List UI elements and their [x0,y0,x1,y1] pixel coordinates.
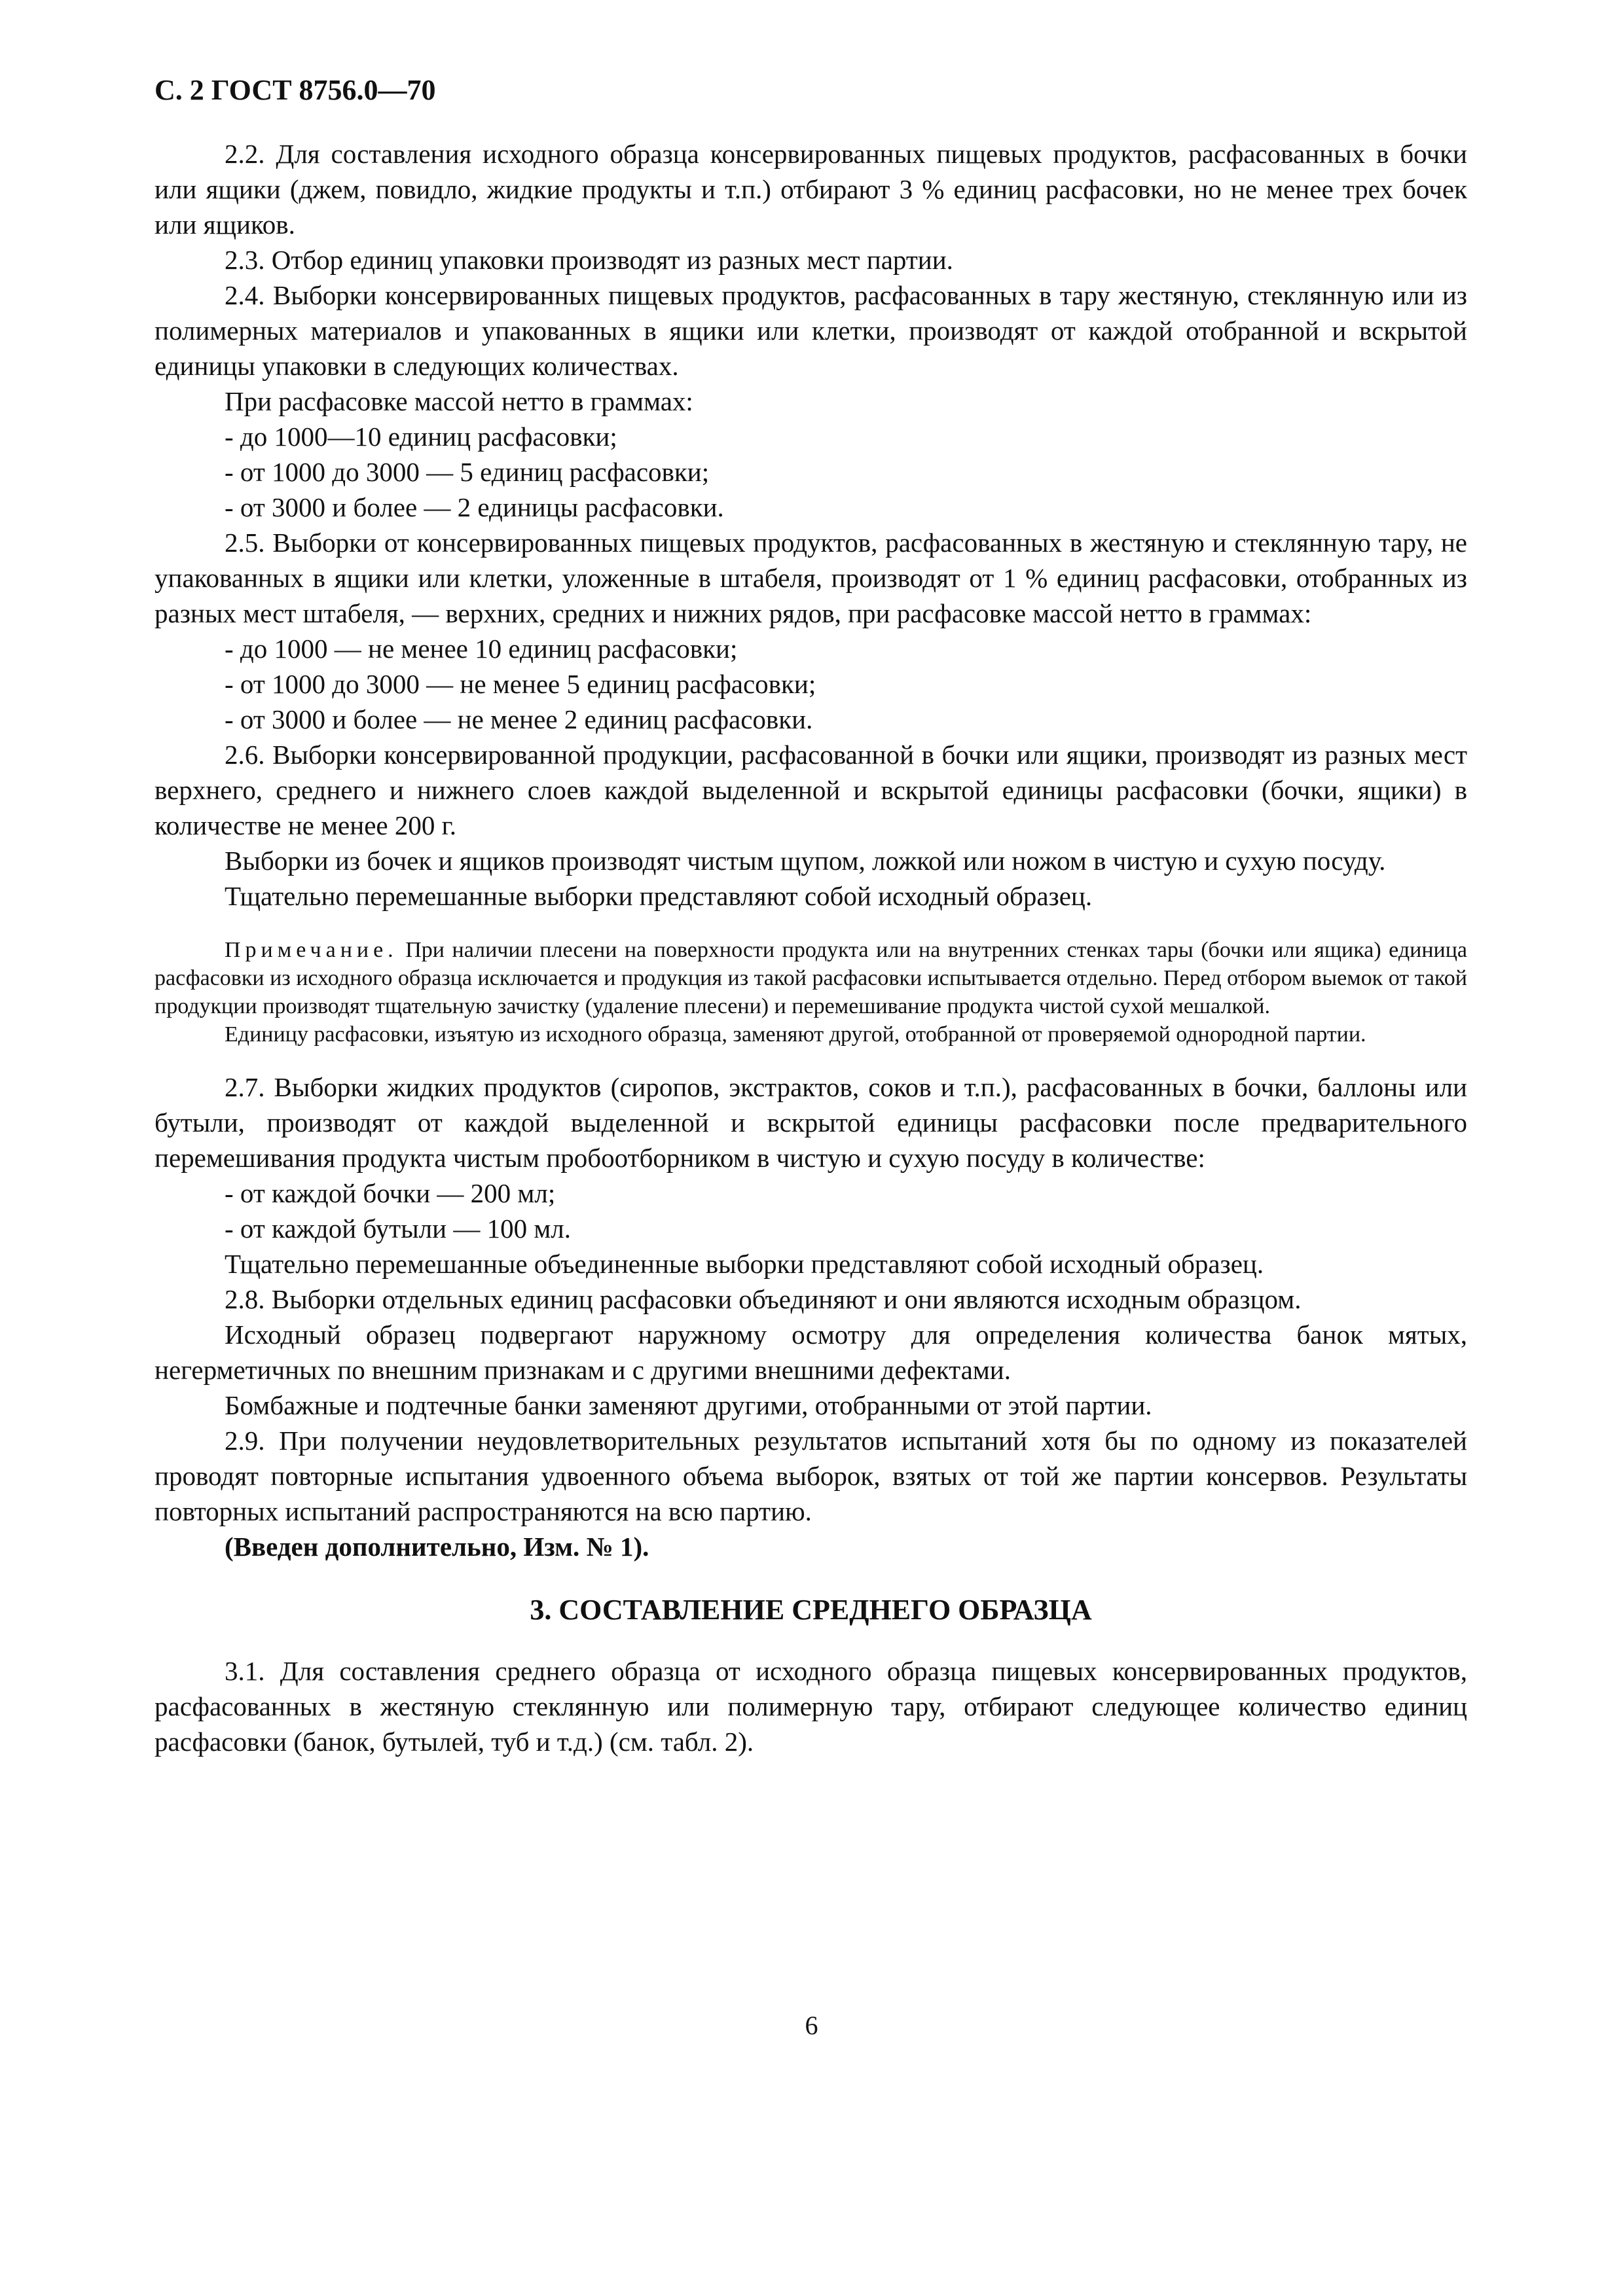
page-header: С. 2 ГОСТ 8756.0—70 [155,74,436,106]
list-item: - от 1000 до 3000 — 5 единиц расфасовки; [225,457,710,487]
page-number: 6 [805,2011,818,2040]
paragraph-2-4-intro: При расфасовке массой нетто в граммах: [225,386,693,416]
paragraph-2-6: 2.6. Выборки консервированной продукции, расфасованной в бочки или ящики, производят из разных мест верхнего, среднего и нижнего слоев каждой выделенной и вскрытой единицы расфасовки (бочки, ящики) в количестве не менее 200 г. [155,740,1467,840]
list-item: - от 3000 и более — не менее 2 единиц расфасовки. [225,704,813,734]
list-item: - от каждой бутыли — 100 мл. [225,1213,571,1244]
paragraph-2-6-b: Выборки из бочек и ящиков производят чистым щупом, ложкой или ножом в чистую и сухую посуду. [225,846,1386,876]
list-item: - от 1000 до 3000 — не менее 5 единиц расфасовки; [225,669,816,699]
list-item: - до 1000 — не менее 10 единиц расфасовки; [225,634,738,664]
paragraph-2-7: 2.7. Выборки жидких продуктов (сиропов, экстрактов, соков и т.п.), расфасованных в бочки, баллоны или бутыли, производят от каждой выделенной и вскрытой единицы расфасовки после предварительного перемешивания продукта чистым пробоотборником в чистую и сухую посуду в количестве: [155,1072,1467,1173]
section-3-title: 3. СОСТАВЛЕНИЕ СРЕДНЕГО ОБРАЗЦА [530,1594,1092,1626]
paragraph-2-3: 2.3. Отбор единиц упаковки производят из разных мест партии. [225,245,953,275]
list-item: - до 1000—10 единиц расфасовки; [225,422,617,452]
amendment-note: (Введен дополнительно, Изм. № 1). [225,1532,649,1562]
paragraph-2-8-b: Исходный образец подвергают наружному осмотру для определения количества банок мятых, негерметичных по внешним признакам и с другими внешними дефектами. [155,1319,1467,1385]
list-item: - от каждой бочки — 200 мл; [225,1178,556,1208]
paragraph-2-8-c: Бомбажные и подтечные банки заменяют другими, отобранными от этой партии. [225,1390,1152,1420]
paragraph-2-8: 2.8. Выборки отдельных единиц расфасовки объединяют и они являются исходным образцом. [225,1284,1302,1314]
note-paragraph-2: Единицу расфасовки, изъятую из исходного образца, заменяют другой, отобранной от проверяемой однородной партии. [225,1022,1366,1047]
note-text: При наличии плесени на поверхности продукта или на внутренних стенках тары (бочки или ящика) единица расфасовки из исходного образца исключается и продукция из такой расфасовки испытывается отдельно. Перед отбором выемок от такой продукции производят тщательную зачистку (удаление плесени) и перемешивание продукта чистой сухой мешалкой. [155,938,1467,1018]
paragraph-2-5: 2.5. Выборки от консервированных пищевых продуктов, расфасованных в жестяную и стеклянную тару, не упакованных в ящики или клетки, уложенные в штабеля, производят от 1 % единиц расфасовки, отобранных из разных мест штабеля, — верхних, средних и нижних рядов, при расфасовке массой нетто в граммах: [155,528,1467,628]
paragraph-2-7-b: Тщательно перемешанные объединенные выборки представляют собой исходный образец. [225,1249,1264,1279]
paragraph-3-1: 3.1. Для составления среднего образца от исходного образца пищевых консервированных продуктов, расфасованных в жестяную стеклянную или полимерную тару, отбирают следующее количество единиц расфасовки (банок, бутылей, туб и т.д.) (см. табл. 2). [155,1656,1467,1757]
paragraph-2-4: 2.4. Выборки консервированных пищевых продуктов, расфасованных в тару жестяную, стеклянную или из полимерных материалов и упакованных в ящики или клетки, производят от каждой отобранной и вскрытой единицы упаковки в следующих количествах. [155,280,1467,381]
note-label: Примечание. [225,938,398,962]
note-block [155,936,1467,1049]
document-page [155,72,1467,1759]
list-item: - от 3000 и более — 2 единицы расфасовки. [225,492,724,522]
note-paragraph [155,936,1467,1020]
paragraph-2-2: 2.2. Для составления исходного образца консервированных пищевых продуктов, расфасованных в бочки или ящики (джем, повидло, жидкие продукты и т.п.) отбирают 3 % единиц расфасовки, но не менее трех бочек или ящиков. [155,139,1467,240]
paragraph-2-9: 2.9. При получении неудовлетворительных результатов испытаний хотя бы по одному из показателей проводят повторные испытания удвоенного объема выборок, взятых от той же партии консервов. Результаты повторных испытаний распространяются на всю партию. [155,1426,1467,1526]
paragraph-2-6-c: Тщательно перемешанные выборки представляют собой исходный образец. [225,881,1093,911]
